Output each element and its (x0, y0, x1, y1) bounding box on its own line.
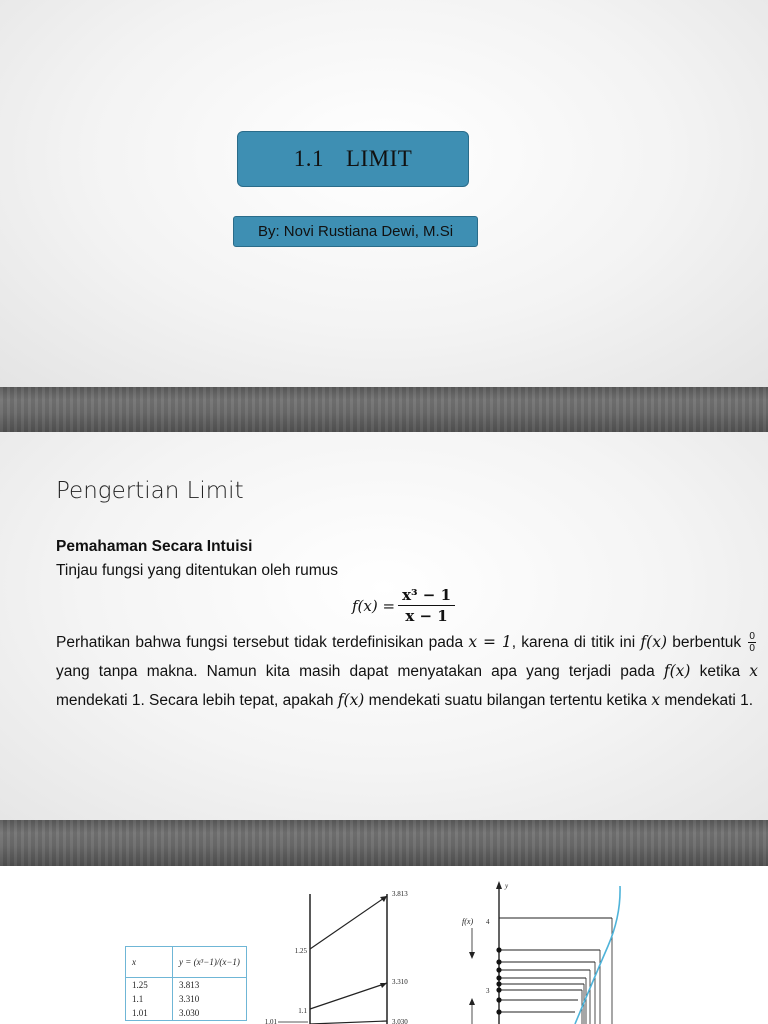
table-header-y: y = (x³−1)/(x−1) (173, 947, 247, 978)
arrowhead-icon (380, 983, 387, 988)
slide-heading: Pengertian Limit (56, 478, 244, 504)
mapping-arrow (310, 896, 387, 949)
para-text: ketika (690, 663, 750, 680)
mapping-arrow (310, 983, 387, 1009)
slide-separator (0, 387, 768, 433)
zero-over-zero (748, 631, 756, 654)
table-cell: 3.310 (179, 994, 200, 1004)
table-cell: 3.030 (179, 1008, 200, 1018)
function-formula (352, 586, 455, 625)
table-cell: 3.813 (179, 980, 200, 990)
formula-numerator: x³ − 1 (398, 586, 455, 606)
arrowhead-icon (469, 952, 475, 959)
title-word: LIMIT (345, 146, 413, 171)
arrowhead-icon (469, 998, 475, 1005)
para-text: mendekati suatu bilangan tertentu ketika (364, 692, 652, 709)
intro-text: Tinjau fungsi yang ditentukan oleh rumus (56, 562, 339, 579)
title-number: 1.1 (293, 146, 324, 171)
para-text: yang tanpa makna. Namun kita masih dapat menyatakan apa yang terjadi pada (56, 663, 664, 680)
arrowhead-icon (380, 896, 387, 902)
label-y-mid: 3.310 (392, 978, 408, 986)
title-slide (0, 0, 768, 387)
explanation-paragraph (56, 628, 758, 715)
label-y-low: 3.030 (392, 1018, 408, 1024)
math-fx: f(x) (663, 662, 691, 680)
y-axis-label: y (505, 882, 509, 890)
slide-separator (0, 820, 768, 866)
table-cell: 1.1 (126, 992, 173, 1006)
tick-4-label: 4 (486, 918, 490, 926)
math-x-eq: x = 1 (468, 633, 512, 651)
formula-lhs: f(x) = (352, 596, 396, 615)
para-text: mendekati 1. Secara lebih tepat, apakah (56, 692, 338, 709)
figure-slide (0, 866, 768, 1024)
author-text: By: Novi Rustiana Dewi, M.Si (257, 223, 454, 240)
slide-title (294, 146, 413, 172)
fx-label: f(x) (462, 917, 474, 926)
author-box (233, 216, 478, 247)
label-x-mid: 1.1 (298, 1007, 307, 1015)
para-text: berbentuk (667, 634, 747, 651)
label-x-top: 1.25 (294, 947, 307, 955)
table-cell: 1.01 (126, 1006, 173, 1021)
label-y-top: 3.813 (392, 890, 408, 898)
math-fx: f(x) (640, 633, 667, 651)
formula-fraction (398, 586, 455, 625)
limit-diagram (90, 866, 658, 1024)
math-x: x (749, 662, 758, 680)
limit-figure (90, 866, 658, 1024)
tick-3-label: 3 (486, 987, 490, 995)
formula-denominator: x − 1 (405, 607, 448, 625)
math-fx: f(x) (337, 691, 365, 709)
math-x: x (651, 691, 661, 709)
para-text: Perhatikan bahwa fungsi tersebut tidak terdefinisikan pada (56, 634, 469, 651)
axis-arrow-icon (496, 881, 502, 889)
table-cell: 1.25 (126, 978, 173, 993)
section-subheading: Pemahaman Secara Intuisi (56, 538, 253, 555)
table-header-x: x (126, 947, 173, 978)
zero-num: 0 (749, 631, 755, 643)
zero-den: 0 (749, 643, 755, 655)
para-text: mendekati 1. (660, 692, 754, 709)
label-x-low: 1.01 (264, 1018, 277, 1024)
para-text: , karena di titik ini (511, 634, 641, 651)
title-box (237, 131, 469, 187)
content-slide (0, 432, 768, 820)
